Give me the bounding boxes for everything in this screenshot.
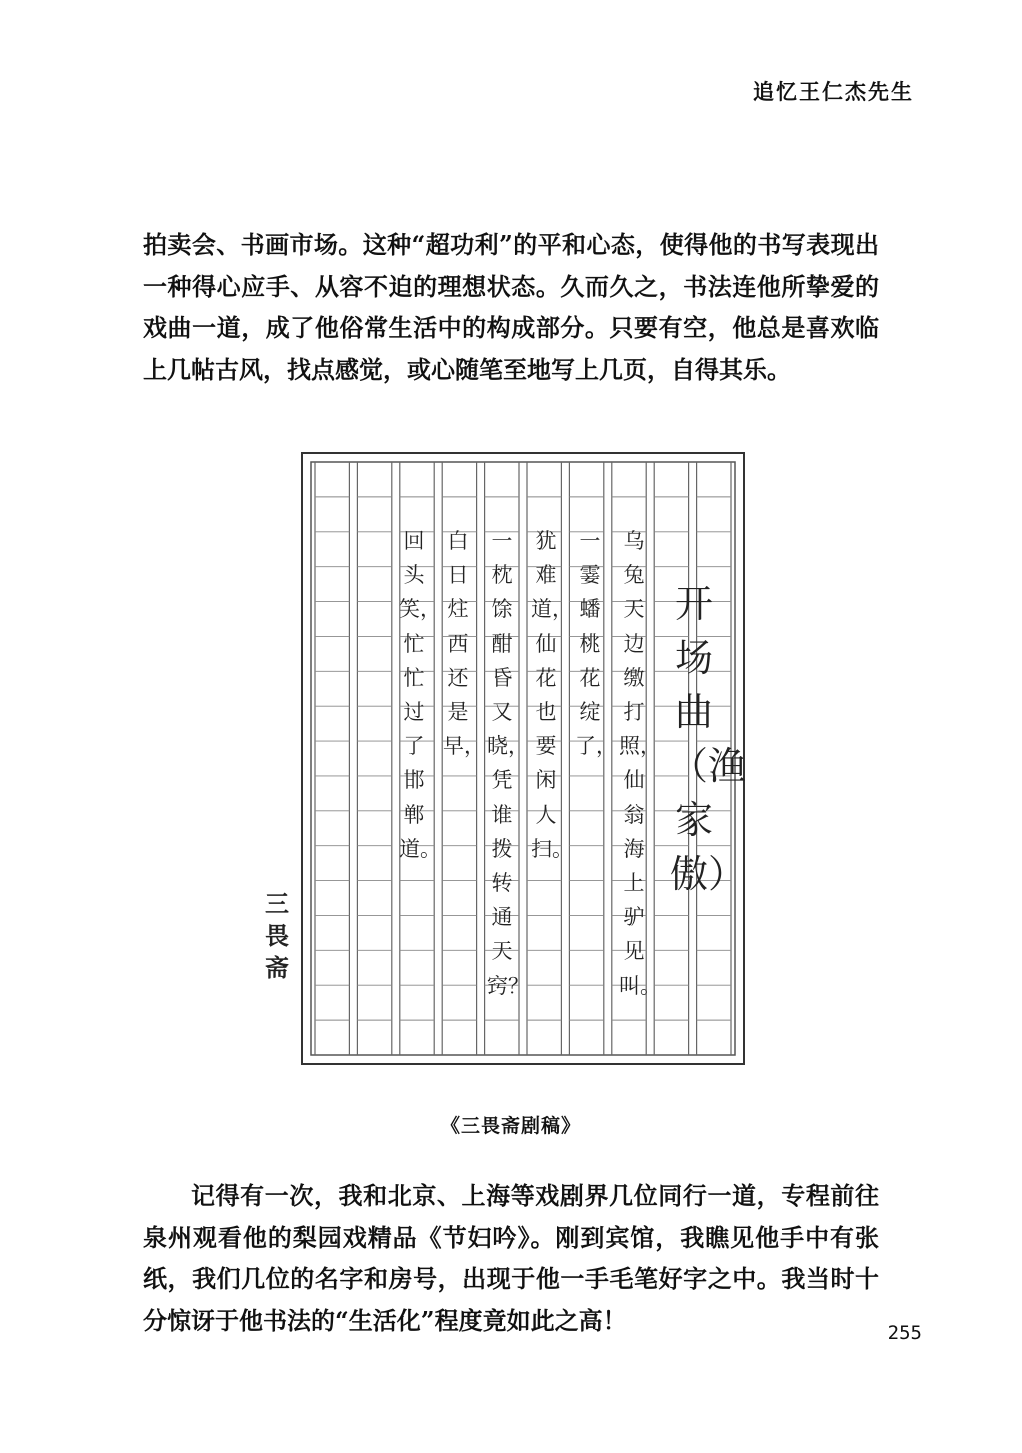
paragraph-1: 拍卖会、书画市场。这种“超功利”的平和心态，使得他的书写表现出一种得心应手、从容不迫的理想状态。久而久之，书法连他所挚爱的戏曲一道，成了他俗常生活中的构成部分。只要有空，他总是喜欢临上几帖古风，找点感觉，或心随笔至地写上几页，自得其乐。 <box>143 230 879 384</box>
manuscript-column-4: 一枕馀酣昏又晓，凭谁拨转通天窍？ <box>487 529 529 998</box>
manuscript-column-6: 回头笑，忙忙过了邯郸道。 <box>399 529 441 861</box>
seal-char-1: 三 <box>265 889 289 918</box>
seal-char-3: 斋 <box>265 953 289 982</box>
manuscript-column-3: 犹难道，仙花也要闲人扫。 <box>531 529 573 861</box>
running-header: 追忆王仁杰先生 <box>753 79 914 104</box>
paragraph-2: 记得有一次，我和北京、上海等戏剧界几位同行一道，专程前往泉州观看他的梨园戏精品《节妇吟》。刚到宾馆，我瞧见他手中有张纸，我们几位的名字和房号，出现于他一手毛笔好字之中。我当时十分惊讶于他书法的“生活化”程度竟如此之高！ <box>143 1181 879 1335</box>
figure-caption: 《三畏斋剧稿》 <box>440 1115 581 1137</box>
page-number: 255 <box>887 1322 922 1344</box>
manuscript-column-5: 白日炷西还是早， <box>443 529 485 759</box>
manuscript-title: 开场曲（渔家傲） <box>670 582 747 896</box>
seal-stamp <box>262 888 292 984</box>
manuscript-column-1: 乌兔天边缴打照，仙翁海上驴见叫。 <box>619 529 661 998</box>
manuscript-figure <box>301 452 745 1065</box>
manuscript-column-2: 一霎蟠桃花绽了， <box>575 529 617 759</box>
seal-char-2: 畏 <box>265 921 289 950</box>
